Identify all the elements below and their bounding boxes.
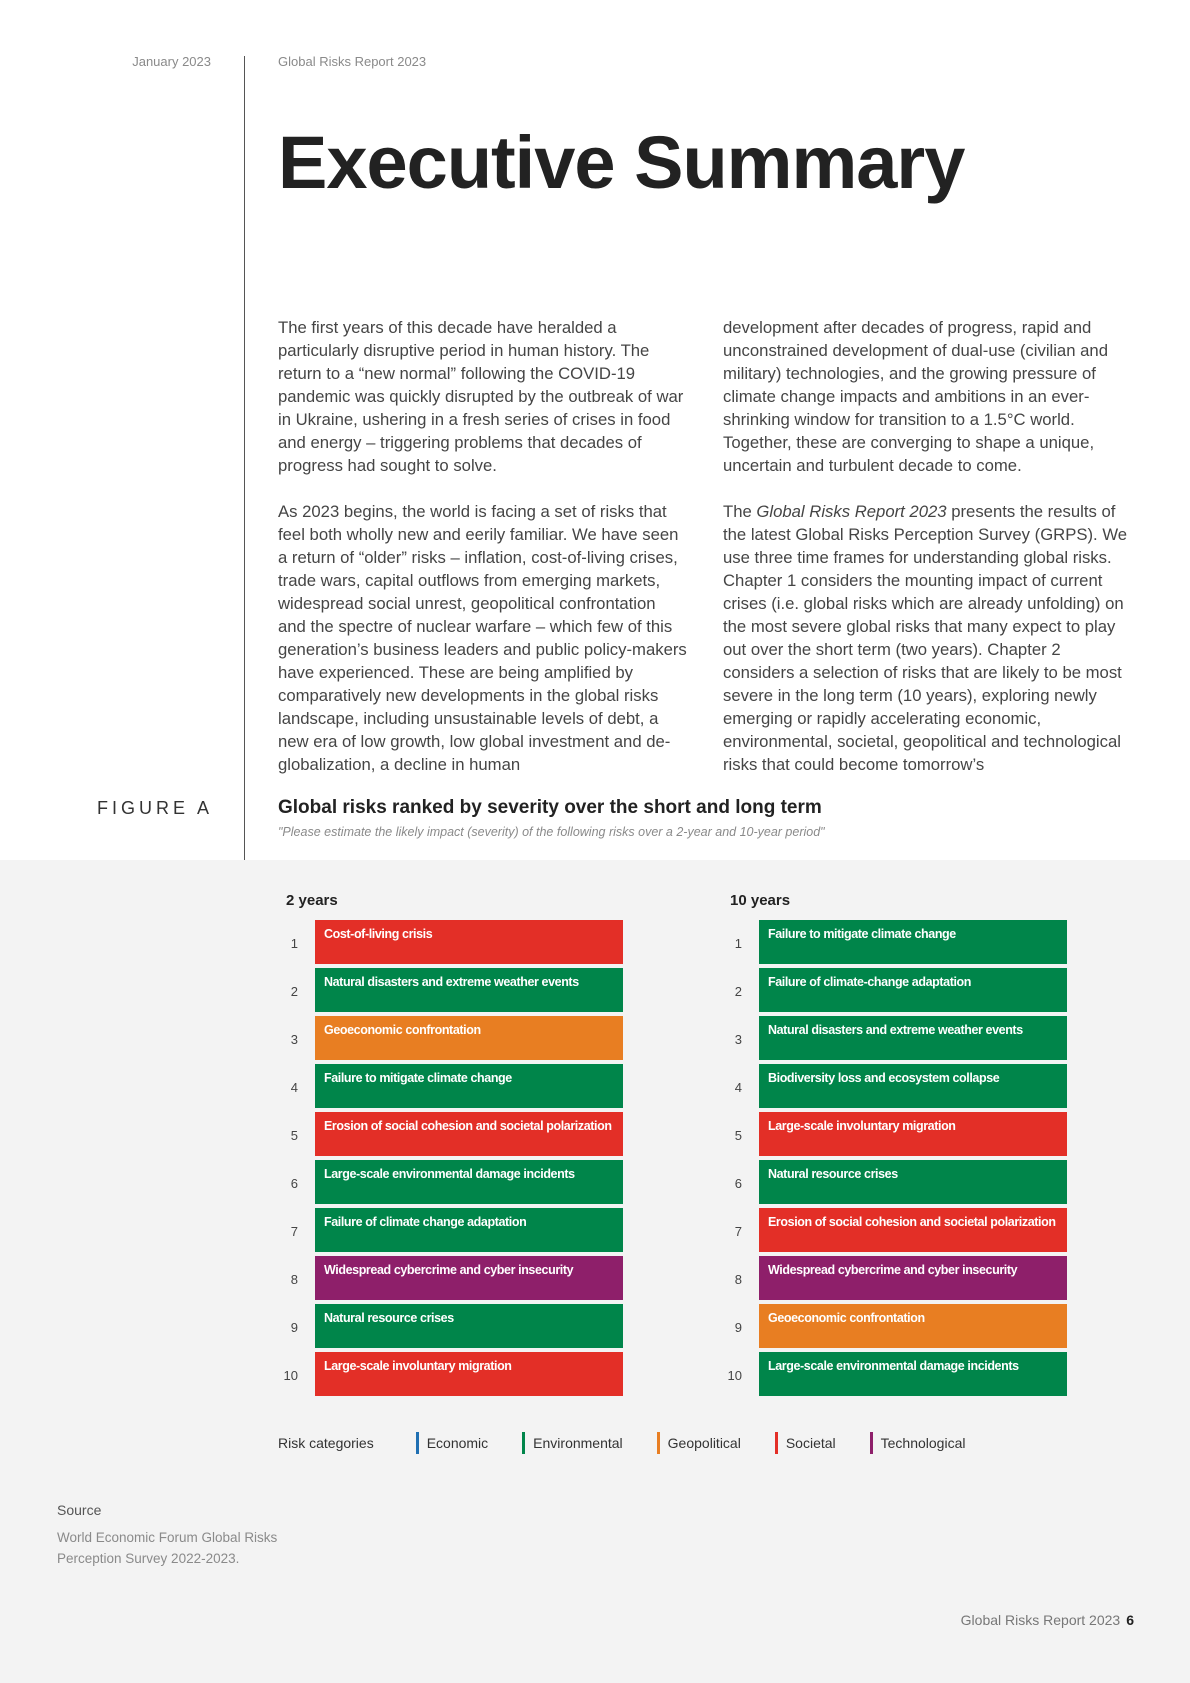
ranking-list (722, 920, 1082, 1400)
risk-row (278, 1016, 638, 1064)
text-run: presents the results of the latest Global Risks Perception Survey (GRPS). We use three time frames for understanding global risks. Chapter 1 considers the mounting impact of current crises (i.e. global risks which are already unfolding) on the most severe global risks that many expect to play out over the short term (two years). Chapter 2 considers a selection of risks that are likely to be most severe in the long term (10 years), exploring newly emerging or rapidly accelerating economic, environmental, societal, geopolitical and technological risks that could become tomorrow’s (723, 502, 1128, 774)
legend-swatch (775, 1432, 778, 1454)
risk-rank: 10 (727, 1368, 742, 1383)
legend-title: Risk categories (278, 1435, 374, 1451)
risk-bar: Large-scale involuntary migration (315, 1352, 623, 1396)
risk-bar: Failure to mitigate climate change (759, 920, 1067, 964)
risk-row (722, 1256, 1082, 1304)
risk-bar: Natural disasters and extreme weather events (759, 1016, 1067, 1060)
legend-item (775, 1432, 836, 1454)
body-column-left (278, 316, 688, 799)
risk-row (722, 1304, 1082, 1352)
risk-bar: Widespread cybercrime and cyber insecurity (315, 1256, 623, 1300)
risk-rank: 2 (734, 984, 742, 999)
source-text: World Economic Forum Global Risks Perception Survey 2022-2023. (57, 1530, 278, 1566)
risk-row (722, 1112, 1082, 1160)
risk-row (722, 1016, 1082, 1064)
legend-swatch (870, 1432, 873, 1454)
risk-row (278, 1352, 638, 1400)
header-date: January 2023 (132, 54, 211, 69)
legend-item (657, 1432, 741, 1454)
risk-row (722, 1160, 1082, 1208)
page-footer (961, 1612, 1134, 1628)
risk-rank: 7 (290, 1224, 298, 1239)
risk-row (278, 1208, 638, 1256)
risk-row (278, 1112, 638, 1160)
risk-row (722, 920, 1082, 968)
risk-row (278, 1160, 638, 1208)
risk-rank: 4 (734, 1080, 742, 1095)
header-report-title: Global Risks Report 2023 (278, 54, 427, 69)
risk-row (722, 1352, 1082, 1400)
source-heading: Source (57, 1502, 102, 1518)
body-column-right (723, 316, 1133, 799)
paragraph: development after decades of progress, rapid and unconstrained development of dual-use (civilian and military) technologies, and the growing pressure of climate change impacts and ambitions in an ever-shrinking window for transition to a 1.5°C world. Together, these are converging to shape a unique, uncertain and turbulent decade to come. (723, 318, 1108, 475)
risk-row (722, 1064, 1082, 1112)
risk-rank: 7 (734, 1224, 742, 1239)
legend-item (416, 1432, 488, 1454)
risk-bar: Cost-of-living crisis (315, 920, 623, 964)
risk-rank: 5 (734, 1128, 742, 1143)
figure-label: FIGURE A (96, 798, 213, 818)
risk-bar: Geoeconomic confrontation (315, 1016, 623, 1060)
risk-rank: 3 (734, 1032, 742, 1047)
vertical-rule (244, 56, 245, 860)
legend-label: Technological (880, 1435, 966, 1451)
footer-report-title: Global Risks Report 2023 (960, 1612, 1121, 1628)
risk-rank: 2 (290, 984, 298, 999)
risk-row (278, 968, 638, 1016)
legend-item (522, 1432, 623, 1454)
risk-row (278, 1256, 638, 1304)
risk-rank: 8 (290, 1272, 298, 1287)
risk-bar: Failure of climate-change adaptation (759, 968, 1067, 1012)
risk-bar: Natural resource crises (759, 1160, 1067, 1204)
risk-bar: Large-scale involuntary migration (759, 1112, 1067, 1156)
risk-rank: 10 (283, 1368, 298, 1383)
legend-swatch (657, 1432, 660, 1454)
page-title: Executive Summary (278, 121, 965, 204)
text-run: The (723, 502, 757, 521)
risk-rank: 9 (734, 1320, 742, 1335)
legend (278, 1432, 999, 1454)
risk-bar: Large-scale environmental damage incidents (315, 1160, 623, 1204)
legend-item (870, 1432, 966, 1454)
risk-rank: 6 (734, 1176, 742, 1191)
paragraph: As 2023 begins, the world is facing a set of risks that feel both wholly new and eerily familiar. We have seen a return of “older” risks – inflation, cost-of-living crises, trade wars, capital outflows from emerging markets, widespread social unrest, geopolitical confrontation and the spectre of nuclear warfare – which few of this generation’s business leaders and public policy-makers have experienced. These are being amplified by comparatively new developments in the global risks landscape, including unsustainable levels of debt, a new era of low growth, low global investment and de-globalization, a decline in human (278, 502, 687, 774)
paragraph: The first years of this decade have heralded a particularly disruptive period in human history. The return to a “new normal” following the COVID-19 pandemic was quickly disrupted by the outbreak of war in Ukraine, ushering in a fresh series of crises in food and energy – triggering problems that decades of progress had sought to solve. (278, 318, 684, 475)
risk-bar: Biodiversity loss and ecosystem collapse (759, 1064, 1067, 1108)
legend-label: Environmental (533, 1435, 623, 1451)
risk-row (722, 968, 1082, 1016)
risk-rank: 9 (290, 1320, 298, 1335)
ranking-column-10-years (722, 892, 1082, 1400)
risk-rank: 1 (734, 936, 742, 951)
risk-bar: Erosion of social cohesion and societal polarization (759, 1208, 1067, 1252)
risk-row (278, 920, 638, 968)
legend-swatch (522, 1432, 525, 1454)
risk-rank: 3 (290, 1032, 298, 1047)
risk-row (278, 1064, 638, 1112)
ranking-column-2-years (278, 892, 638, 1400)
risk-row (722, 1208, 1082, 1256)
legend-label: Geopolitical (667, 1435, 741, 1451)
column-heading: 2 years (286, 892, 338, 909)
risk-row (278, 1304, 638, 1352)
risk-bar: Erosion of social cohesion and societal polarization (315, 1112, 623, 1156)
legend-swatch (416, 1432, 419, 1454)
risk-bar: Natural disasters and extreme weather events (315, 968, 623, 1012)
risk-rank: 5 (290, 1128, 298, 1143)
risk-bar: Natural resource crises (315, 1304, 623, 1348)
risk-bar: Large-scale environmental damage incidents (759, 1352, 1067, 1396)
legend-label: Societal (785, 1435, 836, 1451)
risk-rank: 4 (290, 1080, 298, 1095)
report-name-italic: Global Risks Report 2023 (756, 502, 947, 521)
paragraph (723, 500, 1133, 776)
risk-bar: Failure of climate change adaptation (315, 1208, 623, 1252)
ranking-list (278, 920, 638, 1400)
risk-bar: Widespread cybercrime and cyber insecurity (759, 1256, 1067, 1300)
column-heading: 10 years (730, 892, 791, 909)
risk-bar: Geoeconomic confrontation (759, 1304, 1067, 1348)
risk-bar: Failure to mitigate climate change (315, 1064, 623, 1108)
risk-rank: 1 (290, 936, 298, 951)
figure-subtitle: "Please estimate the likely impact (severity) of the following risks over a 2-year and 10-year period" (278, 825, 825, 839)
risk-rank: 6 (290, 1176, 298, 1191)
legend-label: Economic (426, 1435, 489, 1451)
page-number: 6 (1126, 1612, 1134, 1628)
figure-title: Global risks ranked by severity over the short and long term (278, 797, 822, 818)
risk-rank: 8 (734, 1272, 742, 1287)
